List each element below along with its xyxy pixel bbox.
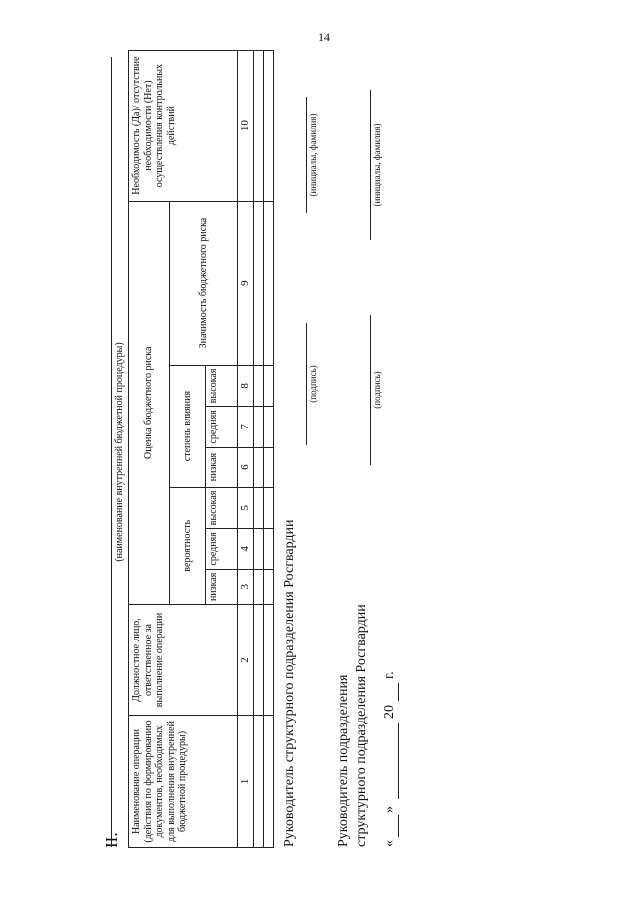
column-number: 3 <box>238 569 254 604</box>
header-risk-assessment: Оценка бюджетного риска <box>129 201 170 604</box>
header-necessity: Необходимость (Да)/ отсутствие необходимости (Нет) осуществления контрольных действий <box>129 50 238 201</box>
column-number: 2 <box>238 605 254 716</box>
signature2-name-line <box>370 90 371 240</box>
column-number: 7 <box>238 407 254 447</box>
header-influence: степень влияния <box>170 365 206 487</box>
probability-medium: средняя <box>206 529 238 569</box>
influence-high: высокая <box>206 365 238 407</box>
signature2-title-line2: структурного подразделения Росгвардии <box>354 604 369 847</box>
section-number: II. <box>102 832 121 848</box>
column-number: 10 <box>238 50 254 201</box>
table-row <box>263 50 273 847</box>
signature2-name-caption: (инициалы, фамилия) <box>372 123 382 207</box>
column-number: 5 <box>238 487 254 529</box>
table-row <box>253 50 263 847</box>
column-number: 6 <box>238 447 254 487</box>
signature2-title-line1: Руководитель подразделения <box>336 674 351 847</box>
date-year-suffix: г. <box>382 671 397 679</box>
signature2-sign-caption: (подпись) <box>372 371 382 409</box>
date-close-quote: » <box>382 806 397 813</box>
header-probability: вероятность <box>170 487 206 604</box>
risk-assessment-table <box>128 50 274 848</box>
column-number: 9 <box>238 201 254 365</box>
date-year-line <box>398 683 399 701</box>
procedure-name-line <box>111 57 112 847</box>
date-open-quote: « <box>382 840 397 847</box>
header-operation: Наименование операции (действия по формированию документов, необходимых для выполнения внутренней бюджетной процедуры) <box>129 716 238 848</box>
signature1-sign-caption: (подпись) <box>308 365 318 403</box>
procedure-caption: (наименование внутренней бюджетной процедуры) <box>114 342 125 562</box>
signature1-title: Руководитель структурного подразделения Росгвардии <box>282 519 297 847</box>
probability-low: низкая <box>206 569 238 604</box>
probability-high: высокая <box>206 487 238 529</box>
page-number: 14 <box>318 30 330 44</box>
influence-low: низкая <box>206 447 238 487</box>
date-month-line <box>398 723 399 799</box>
influence-medium: средняя <box>206 407 238 447</box>
column-number: 4 <box>238 529 254 569</box>
date-day-line <box>398 815 399 837</box>
date-year-prefix: 20 <box>382 705 397 719</box>
header-official: Должностное лицо, ответственное за выполнение операции <box>129 605 238 716</box>
column-number: 8 <box>238 365 254 407</box>
header-significance: Значимость бюджетного риска <box>170 201 238 365</box>
signature1-sign-line <box>306 323 307 445</box>
column-number: 1 <box>238 716 254 848</box>
signature1-name-line <box>306 97 307 213</box>
signature2-sign-line <box>370 315 371 465</box>
signature1-name-caption: (инициалы, фамилия) <box>308 113 318 197</box>
